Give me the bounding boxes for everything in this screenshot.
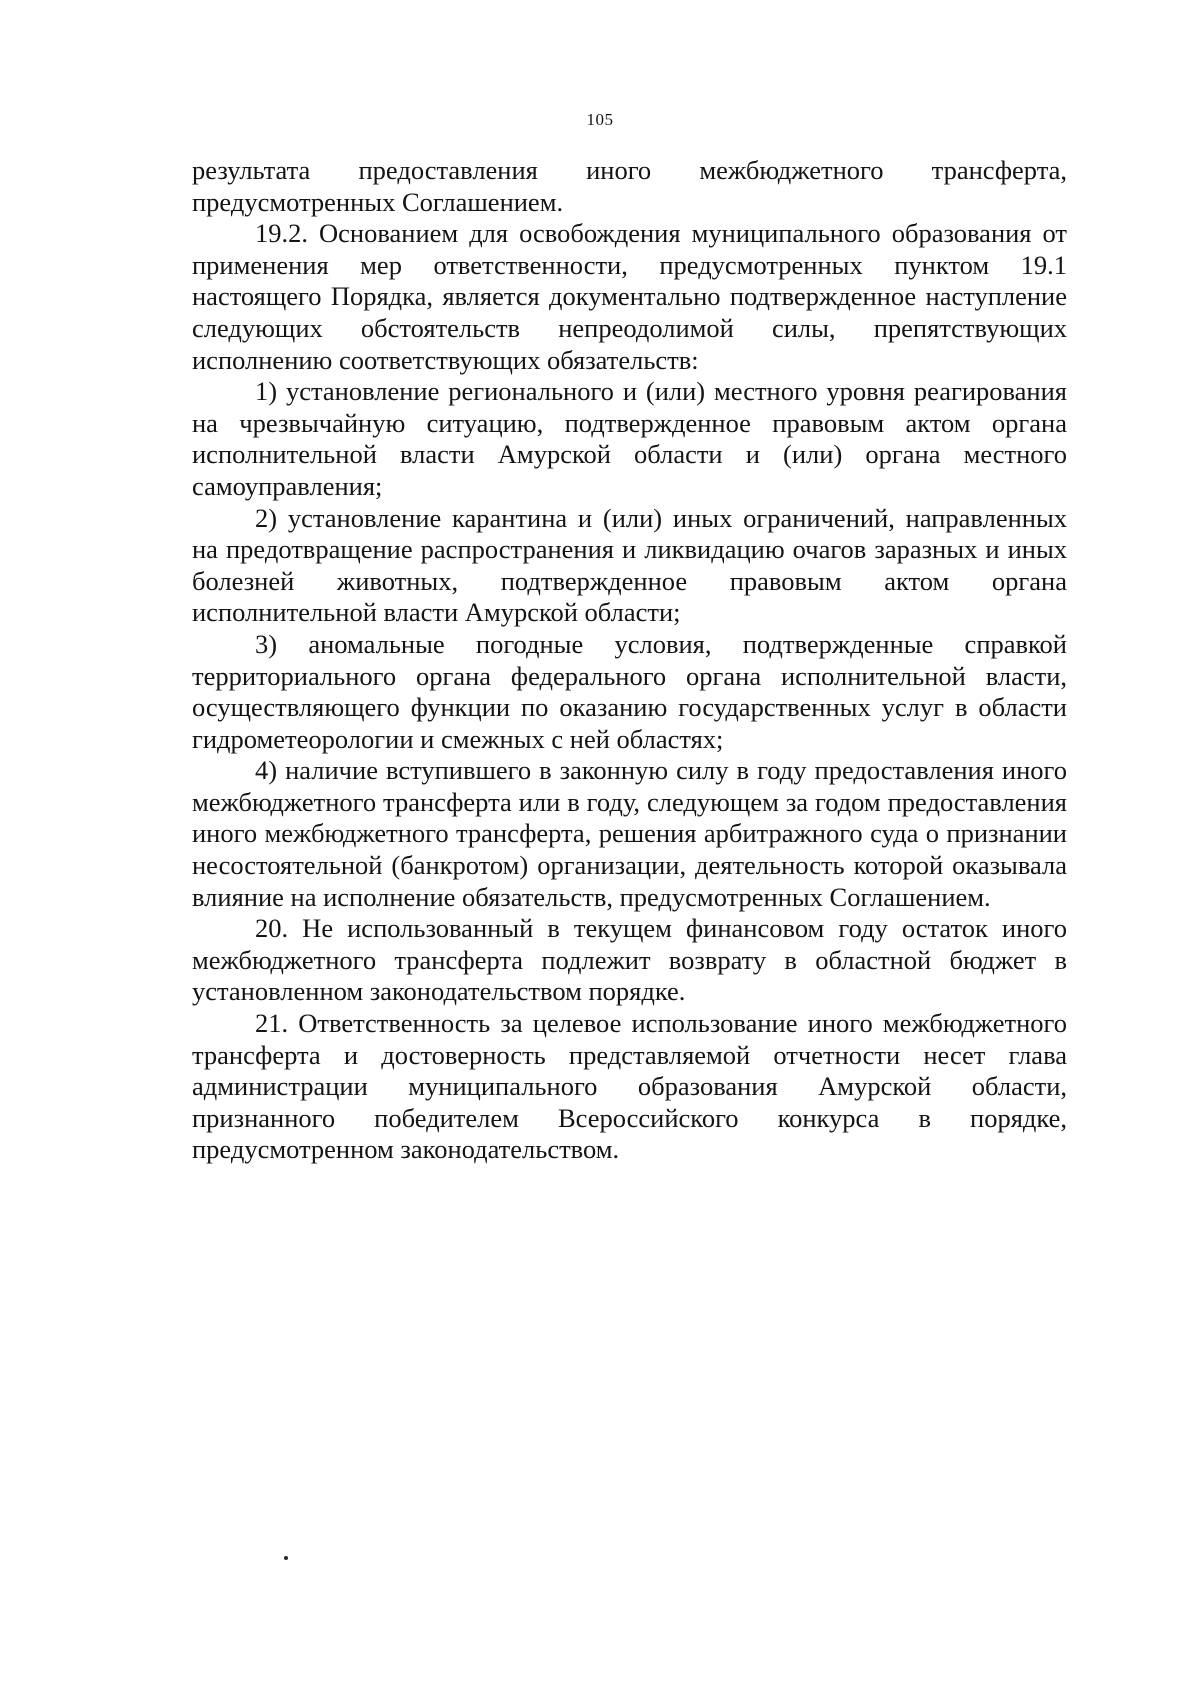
list-item-3: 3) аномальные погодные условия, подтвержденные справкой территориального органа федерального органа исполнительной власти, осуществляющего функции по оказанию государственных услуг в области гидрометеорологии и смежных с ней областях; <box>192 628 1067 754</box>
scan-speck <box>284 1556 288 1560</box>
paragraph-20: 20. Не использованный в текущем финансовом году остаток иного межбюджетного трансферта подлежит возврату в областной бюджет в установленном законодательством порядке. <box>192 913 1067 1007</box>
paragraph-19-2: 19.2. Основанием для освобождения муниципального образования от применения мер ответственности, предусмотренных пунктом 19.1 настоящего Порядка, является документально подтвержденное наступление следующих обстоятельств непреодолимой силы, препятствующих исполнению соответствующих обязательств: <box>192 218 1067 375</box>
list-item-2: 2) установление карантина и (или) иных ограничений, направленных на предотвращение распространения и ликвидацию очагов заразных и иных болезней животных, подтвержденное правовым актом органа исполнительной власти Амурской области; <box>192 502 1067 628</box>
page-number: 105 <box>586 110 614 129</box>
document-body <box>192 155 1067 1166</box>
paragraph-21: 21. Ответственность за целевое использование иного межбюджетного трансферта и достоверность представляемой отчетности несет глава администрации муниципального образования Амурской области, признанного победителем Всероссийского конкурса в порядке, предусмотренном законодательством. <box>192 1008 1067 1165</box>
paragraph-continuation: результата предоставления иного межбюджетного трансферта, предусмотренных Соглашением. <box>192 155 1067 217</box>
list-item-1: 1) установление регионального и (или) местного уровня реагирования на чрезвычайную ситуацию, подтвержденное правовым актом органа исполнительной власти Амурской области и (или) органа местного самоуправления; <box>192 376 1067 501</box>
list-item-4: 4) наличие вступившего в законную силу в году предоставления иного межбюджетного трансферта или в году, следующем за годом предоставления иного межбюджетного трансферта, решения арбитражного суда о признании несостоятельной (банкротом) организации, деятельность которой оказывала влияние на исполнение обязательств, предусмотренных Соглашением. <box>192 755 1067 912</box>
